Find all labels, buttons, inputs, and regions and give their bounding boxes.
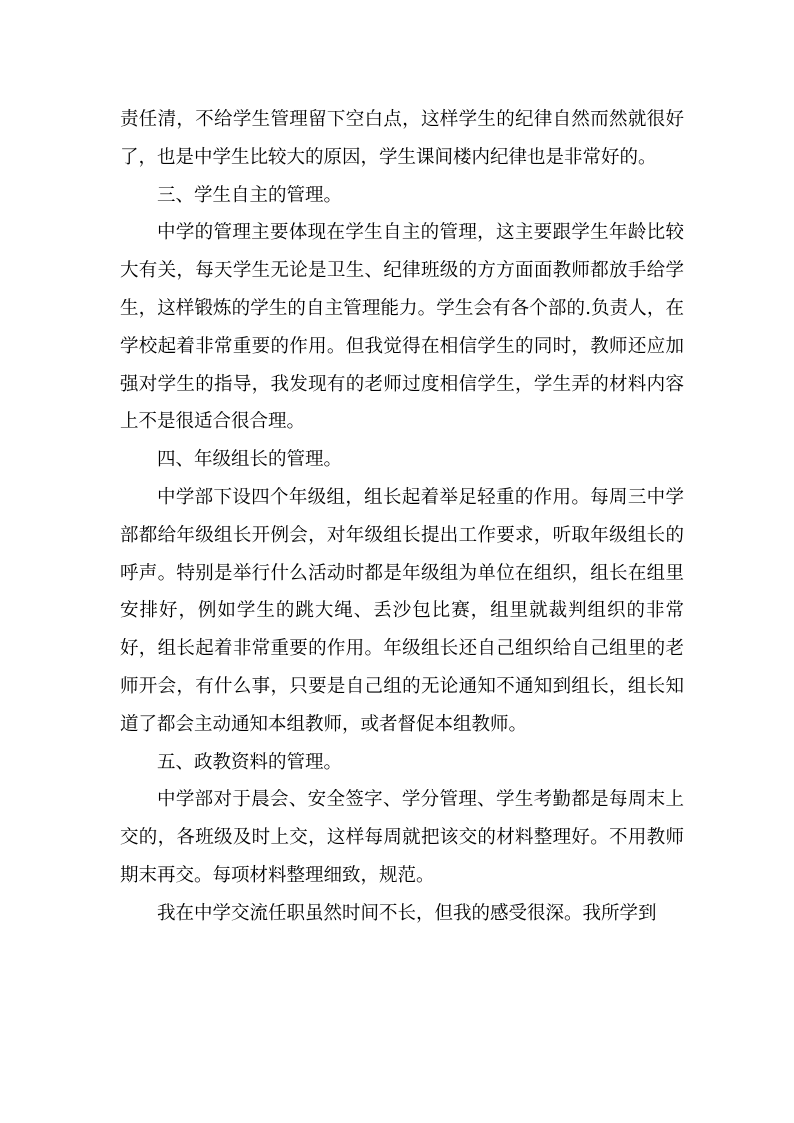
paragraph-continuation: 责任清，不给学生管理留下空白点，这样学生的纪律自然而然就很好了，也是中学生比较大的原因，学生课间楼内纪律也是非常好的。 [120, 109, 684, 168]
section-heading-5: 五、政教资料的管理。 [157, 751, 343, 773]
paragraph-records-management: 中学部对于晨会、安全签字、学分管理、学生考勤都是每周末上交的，各班级及时上交，这样每周就把该交的材料整理好。不用教师期末再交。每项材料整理细致，规范。 [120, 789, 684, 886]
section-heading-4: 四、年级组长的管理。 [157, 449, 343, 471]
section-heading-3: 三、学生自主的管理。 [157, 184, 343, 206]
paragraph-student-self-management: 中学的管理主要体现在学生自主的管理，这主要跟学生年龄比较大有关，每天学生无论是卫生、纪律班级的方方面面教师都放手给学生，这样锻炼的学生的自主管理能力。学生会有各个部的.负责人，在学校起着非常重要的作用。但我觉得在相信学生的同时，教师还应加强对学生的指导，我发现有的老师过度相信学生，学生弄的材料内容上不是很适合很合理。 [120, 222, 684, 433]
paragraph-closing: 我在中学交流任职虽然时间不长，但我的感受很深。我所学到 [157, 902, 657, 924]
paragraph-grade-leader-management: 中学部下设四个年级组，组长起着举足轻重的作用。每周三中学部都给年级组长开例会，对年级组长提出工作要求，听取年级组长的呼声。特别是举行什么活动时都是年级组为单位在组织，组长在组里安排好，例如学生的跳大绳、丢沙包比赛，组里就裁判组织的非常好，组长起着非常重要的作用。年级组长还自己组织给自己组里的老师开会，有什么事，只要是自己组的无论通知不通知到组长，组长知道了都会主动通知本组教师，或者督促本组教师。 [120, 486, 684, 735]
document-body [120, 101, 684, 933]
